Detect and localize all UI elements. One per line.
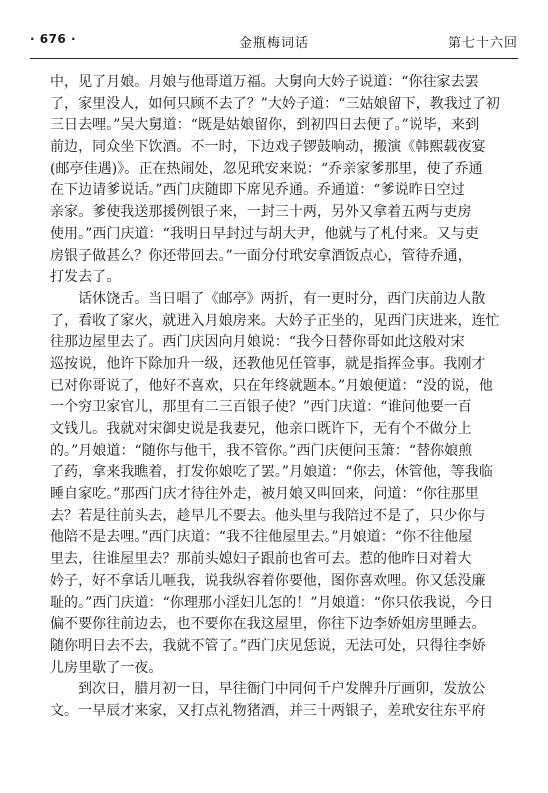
text-line: 打发去了。	[50, 269, 121, 286]
text-line: 已对你哥说了，他好不喜欢，只在年终就题本。”月娘便道：“没的说，他	[50, 377, 493, 394]
text-line: 耻的。”西门庆道：“你理那小淫妇儿怎的！”月娘道：“你只依我说，今日	[50, 594, 494, 611]
text-line: 使用。”西门庆道：“我明日早封过与胡大尹，他就与了札付来。又与吏	[50, 225, 479, 242]
text-line: (邮亭佳遇)》。正在热闹处，忽见玳安来说：“乔亲家爹那里，使了乔通	[50, 160, 483, 177]
text-line: 妗子，好不拿话儿咂我，说我纵容着你要他，图你喜欢哩。你又恁没廉	[50, 572, 486, 589]
text-line: 三日去哩。”吴大舅道：“既是姑娘留你，到初四日去便了。”说毕，来到	[50, 117, 480, 134]
text-line: 文。一早辰才来家，又打点礼物猪酒，并三十两银子，差玳安往东平府	[50, 702, 486, 719]
text-line: 到次日，腊月初一日，早往衙门中同何千户发牌升厅画卯，发放公	[78, 681, 486, 698]
chapter-title: 第七十六回	[447, 36, 518, 51]
text-line: 一个穷卫家官儿，那里有二三百银子使？”西门庆道：“谁问他要一百	[50, 399, 472, 416]
body-text	[50, 72, 502, 723]
text-line: 了，家里没人，如何只顾不去了？”大妗子道：“三姑娘留下，教我过了初	[50, 95, 500, 112]
book-title: 金瓶梅词话	[238, 36, 309, 51]
text-line: 随你明日去不去，我就不管了。”西门庆见恁说，无法可处，只得往李娇	[50, 637, 486, 654]
text-line: 在下边请爹说话。”西门庆随即下席见乔通。乔通道：“爹说昨日空过	[50, 182, 465, 199]
text-line: 里去，往谁屋里去？那前头媳妇子跟前也省可去。惹的他昨日对着大	[50, 551, 472, 568]
text-line: 往那边屋里去了。西门庆因向月娘说：“我今日替你哥如此这般对宋	[50, 334, 465, 351]
text-line: 文钱儿。我就对宋御史说是我妻兄，他亲口既许下，无有个不做分上	[50, 421, 472, 437]
text-line: 中，见了月娘。月娘与他哥道万福。大舅向大妗子说道：“你往家去罢	[50, 74, 479, 90]
text-line: 前边，同众坐下饮酒。不一时，下边戏子锣鼓响动，搬演《韩熙载夜宴	[50, 139, 486, 156]
text-line: 睡自家吃。”那西门庆才待往外走，被月娘又叫回来，问道：“你往那里	[50, 486, 479, 503]
text-line: 的。”月娘道：“随你与他干，我不管你。”西门庆便问玉箫：“替你娘煎	[50, 442, 473, 459]
text-line: 房银子做甚么？你还带回去。”一面分付玳安拿酒饭点心，管待乔通，	[50, 247, 472, 264]
text-line: 了药，拿来我瞧着，打发你娘吃了罢。”月娘道：“你去，休管他，等我临	[50, 464, 493, 481]
page-header	[30, 30, 518, 52]
page-number: · 676 ·	[30, 32, 77, 46]
text-line: 话休饶舌。当日唱了《邮亭》两折，有一更时分，西门庆前边人散	[78, 290, 486, 307]
header-rule	[30, 58, 518, 59]
text-line: 了，看收了家火，就进入月娘房来。大妗子正坐的，见西门庆进来，连忙	[50, 312, 500, 329]
text-line: 偏不要你往前边去，也不要你在我这屋里，你往下边李娇姐房里睡去。	[50, 616, 486, 633]
text-line: 他陪不是去哩。”西门庆道：“我不往他屋里去。”月娘道：“你不往他屋	[50, 529, 473, 546]
text-line: 亲家。爹使我送那援例银子来，一封三十两，另外又拿着五两与吏房	[50, 204, 472, 221]
text-line: 巡按说，他许下除加升一级，还教他见任管事，就是指挥佥事。我刚才	[50, 355, 486, 372]
text-line: 儿房里歇了一夜。	[50, 659, 163, 676]
text-line: 去？若是往前头去，趁早儿不要去。他头里与我陪过不是了，只少你与	[50, 507, 486, 524]
